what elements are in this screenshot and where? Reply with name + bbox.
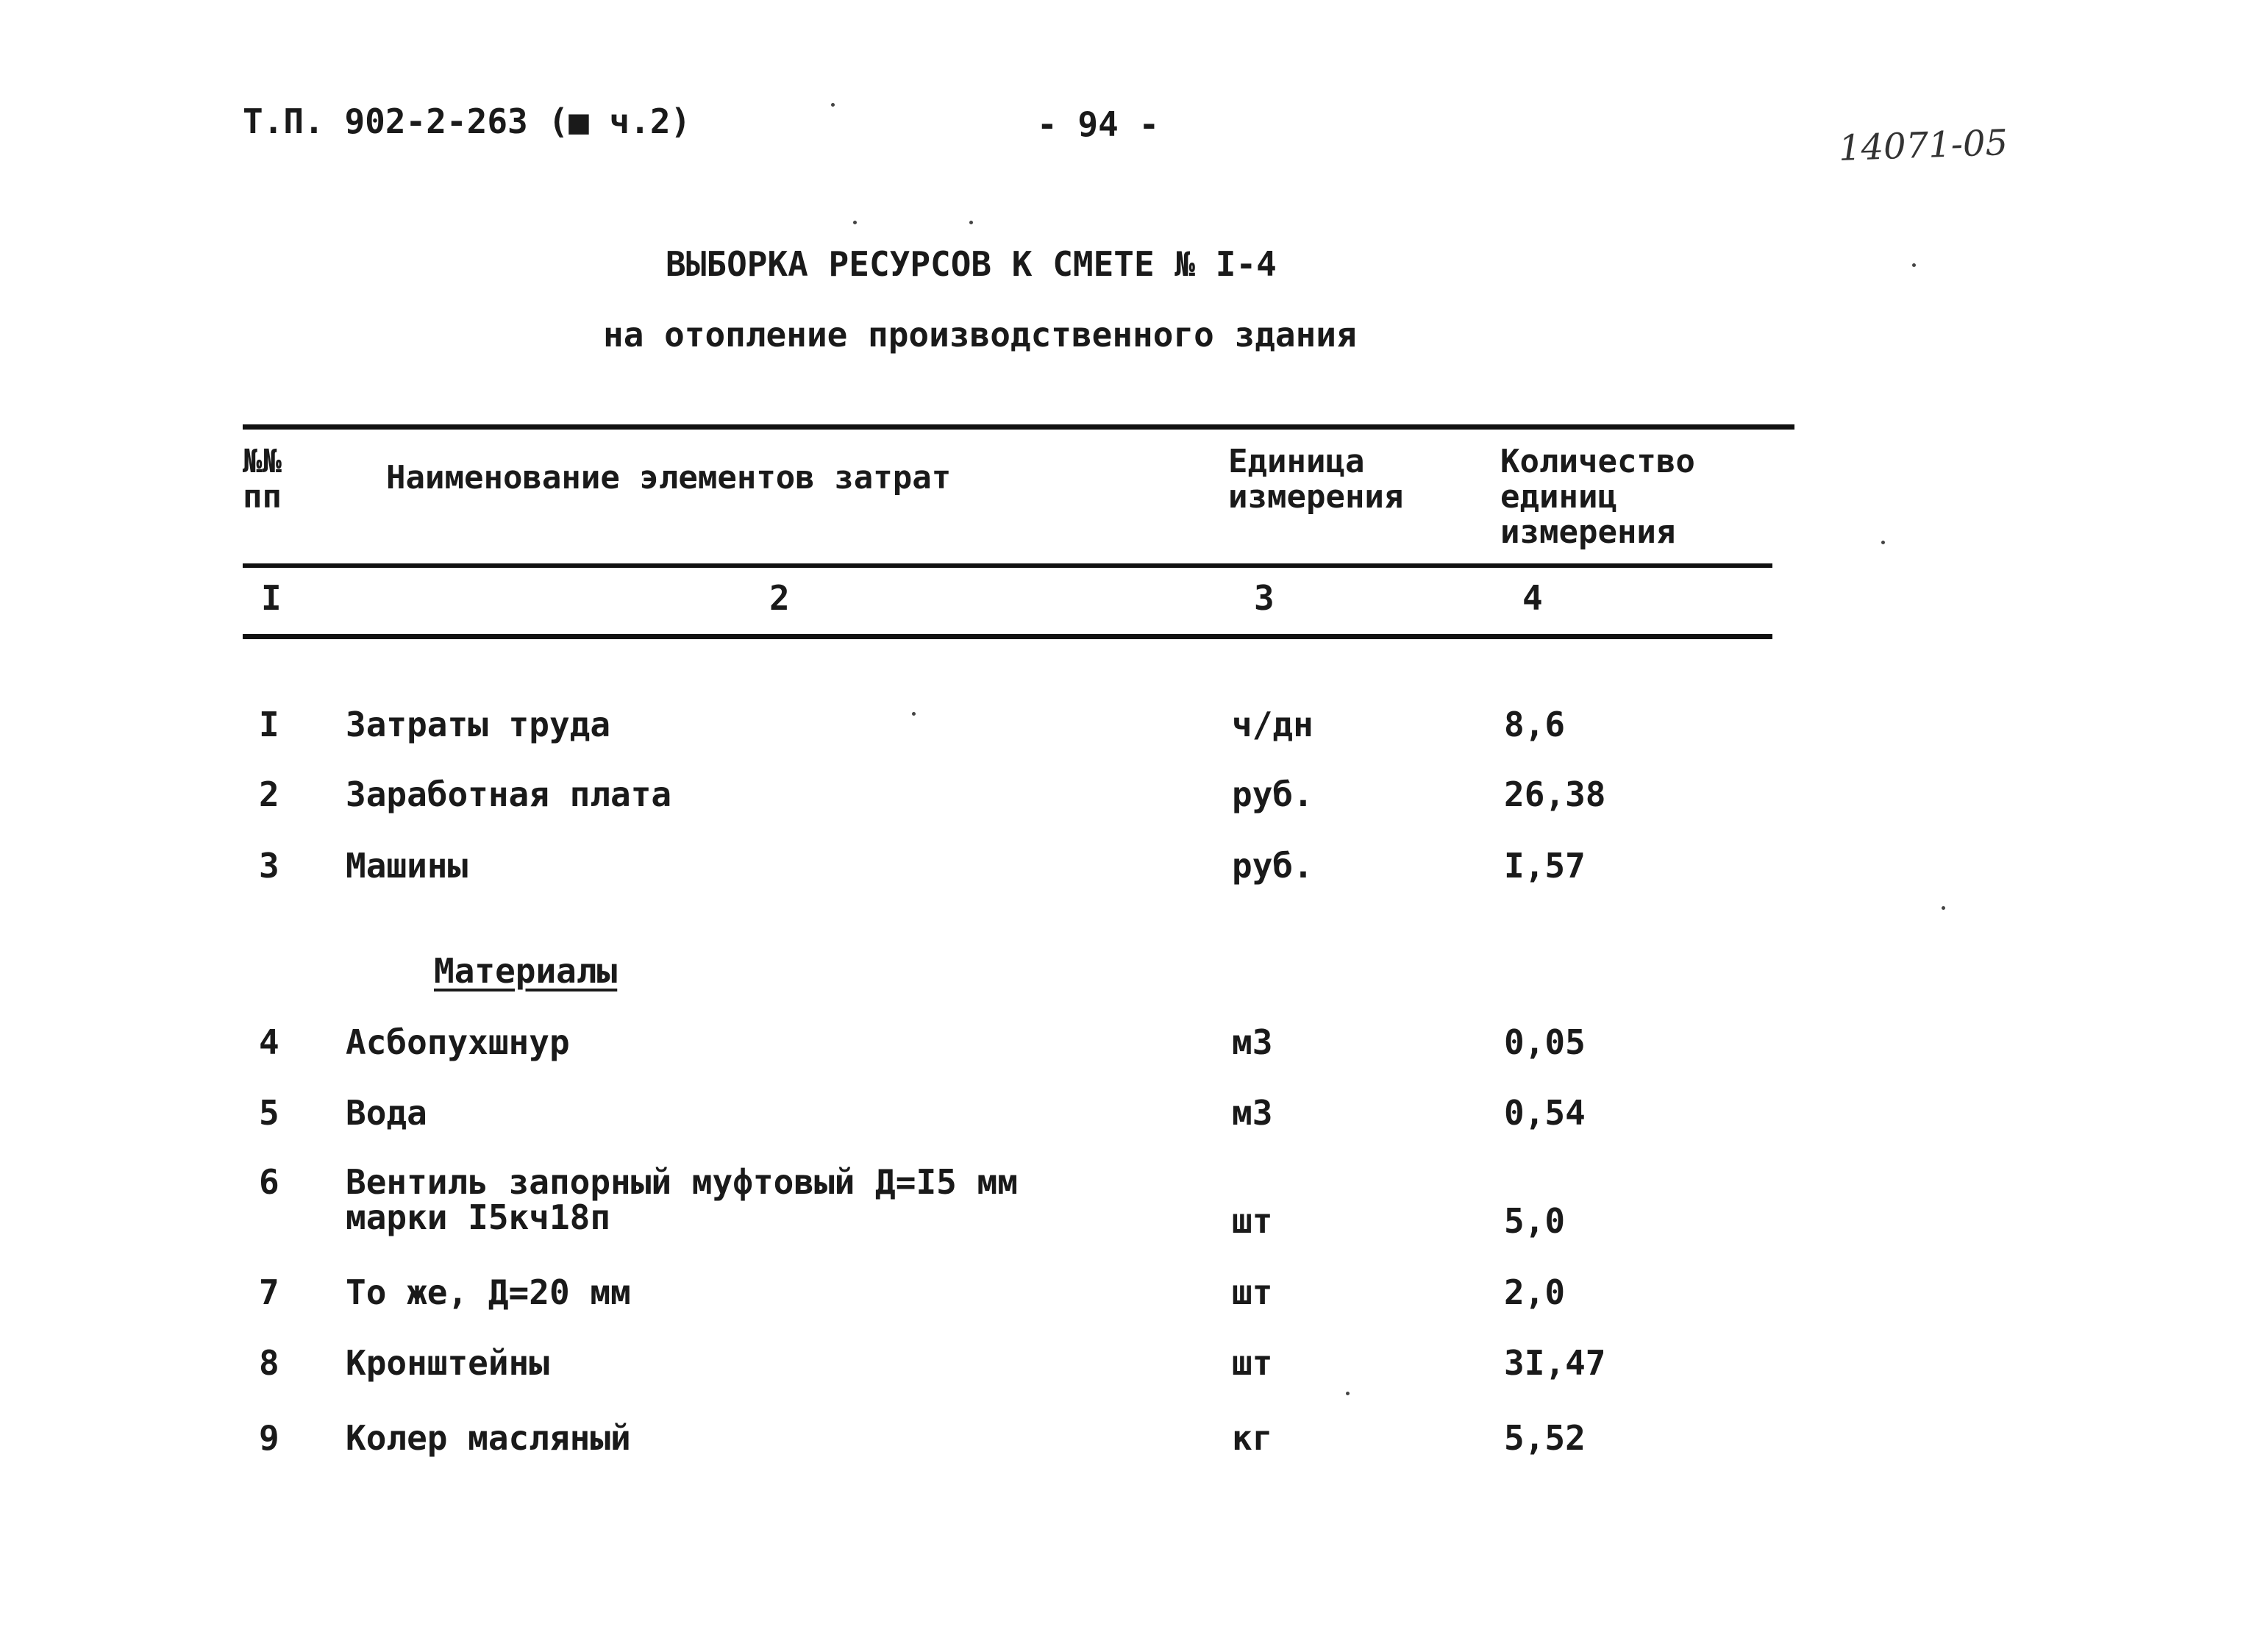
page-subtitle: на отопление производственного здания bbox=[603, 315, 1357, 355]
table-header-rule bbox=[243, 563, 1772, 568]
scan-speck bbox=[831, 103, 835, 107]
row-number: I bbox=[259, 705, 279, 744]
row-number: 4 bbox=[259, 1022, 279, 1062]
row-quantity: 3I,47 bbox=[1504, 1343, 1606, 1383]
row-unit: кг bbox=[1232, 1418, 1273, 1458]
row-unit: шт bbox=[1232, 1343, 1273, 1383]
row-name: Машины bbox=[346, 846, 468, 886]
row-quantity: 0,54 bbox=[1504, 1093, 1586, 1133]
row-unit: м3 bbox=[1232, 1093, 1273, 1133]
row-number: 8 bbox=[259, 1343, 279, 1383]
row-quantity: 2,0 bbox=[1504, 1272, 1566, 1312]
materials-section-heading: Материалы bbox=[434, 951, 618, 991]
header-qty-line3: измерения bbox=[1500, 513, 1676, 551]
row-name-line2: марки I5кч18п bbox=[346, 1197, 611, 1237]
row-name: Заработная плата bbox=[346, 775, 672, 814]
column-number-4: 4 bbox=[1522, 578, 1543, 618]
header-num bbox=[243, 444, 282, 515]
row-quantity: 5,0 bbox=[1504, 1201, 1566, 1241]
row-number: 5 bbox=[259, 1093, 279, 1133]
header-qty-line1: Количество bbox=[1500, 443, 1695, 480]
header-unit-line2: измерения bbox=[1228, 478, 1404, 516]
row-quantity: 0,05 bbox=[1504, 1022, 1586, 1062]
page-number: - 94 - bbox=[1037, 104, 1160, 144]
row-quantity: I,57 bbox=[1504, 846, 1586, 886]
header-qty bbox=[1500, 444, 1695, 550]
row-name-line1: Вентиль запорный муфтовый Д=I5 мм bbox=[346, 1162, 1018, 1202]
scan-speck bbox=[853, 221, 857, 224]
column-number-2: 2 bbox=[769, 578, 790, 618]
scan-speck bbox=[1346, 1392, 1350, 1395]
archive-stamp: 14071-05 bbox=[1838, 122, 2008, 169]
header-unit bbox=[1228, 444, 1403, 515]
page-title: ВЫБОРКА РЕСУРСОВ К СМЕТЕ № I-4 bbox=[666, 244, 1277, 284]
scan-speck bbox=[1942, 906, 1945, 910]
header-num-line1: №№ bbox=[243, 443, 282, 480]
row-unit: руб. bbox=[1232, 775, 1313, 814]
header-unit-line1: Единица bbox=[1228, 443, 1365, 480]
row-name: То же, Д=20 мм bbox=[346, 1272, 631, 1312]
document-reference: Т.П. 902-2-263 (■ ч.2) bbox=[243, 102, 691, 141]
table-top-rule bbox=[243, 424, 1794, 430]
header-name: Наименование элементов затрат bbox=[386, 459, 952, 496]
row-number: 3 bbox=[259, 846, 279, 886]
row-unit: ч/дн bbox=[1232, 705, 1313, 744]
row-number: 6 bbox=[259, 1162, 279, 1202]
row-unit: м3 bbox=[1232, 1022, 1273, 1062]
column-number-3: 3 bbox=[1254, 578, 1275, 618]
scan-speck bbox=[1881, 541, 1885, 544]
row-quantity: 8,6 bbox=[1504, 705, 1566, 744]
row-unit: шт bbox=[1232, 1272, 1273, 1312]
row-number: 7 bbox=[259, 1272, 279, 1312]
row-name: Кронштейны bbox=[346, 1343, 549, 1383]
header-num-line2: пп bbox=[243, 478, 282, 516]
row-quantity: 26,38 bbox=[1504, 775, 1606, 814]
row-name: Вода bbox=[346, 1093, 427, 1133]
scan-speck bbox=[912, 712, 916, 716]
row-quantity: 5,52 bbox=[1504, 1418, 1586, 1458]
header-qty-line2: единиц bbox=[1500, 478, 1617, 516]
row-number: 2 bbox=[259, 775, 279, 814]
column-number-1: I bbox=[261, 578, 282, 618]
row-unit: руб. bbox=[1232, 846, 1313, 886]
row-number: 9 bbox=[259, 1418, 279, 1458]
row-name: Затраты труда bbox=[346, 705, 611, 744]
scan-speck bbox=[969, 221, 973, 224]
row-unit: шт bbox=[1232, 1201, 1273, 1241]
row-name: Асбопухшнур bbox=[346, 1022, 570, 1062]
table-columns-rule bbox=[243, 634, 1772, 639]
scan-speck bbox=[1912, 263, 1916, 267]
row-name: Колер масляный bbox=[346, 1418, 631, 1458]
